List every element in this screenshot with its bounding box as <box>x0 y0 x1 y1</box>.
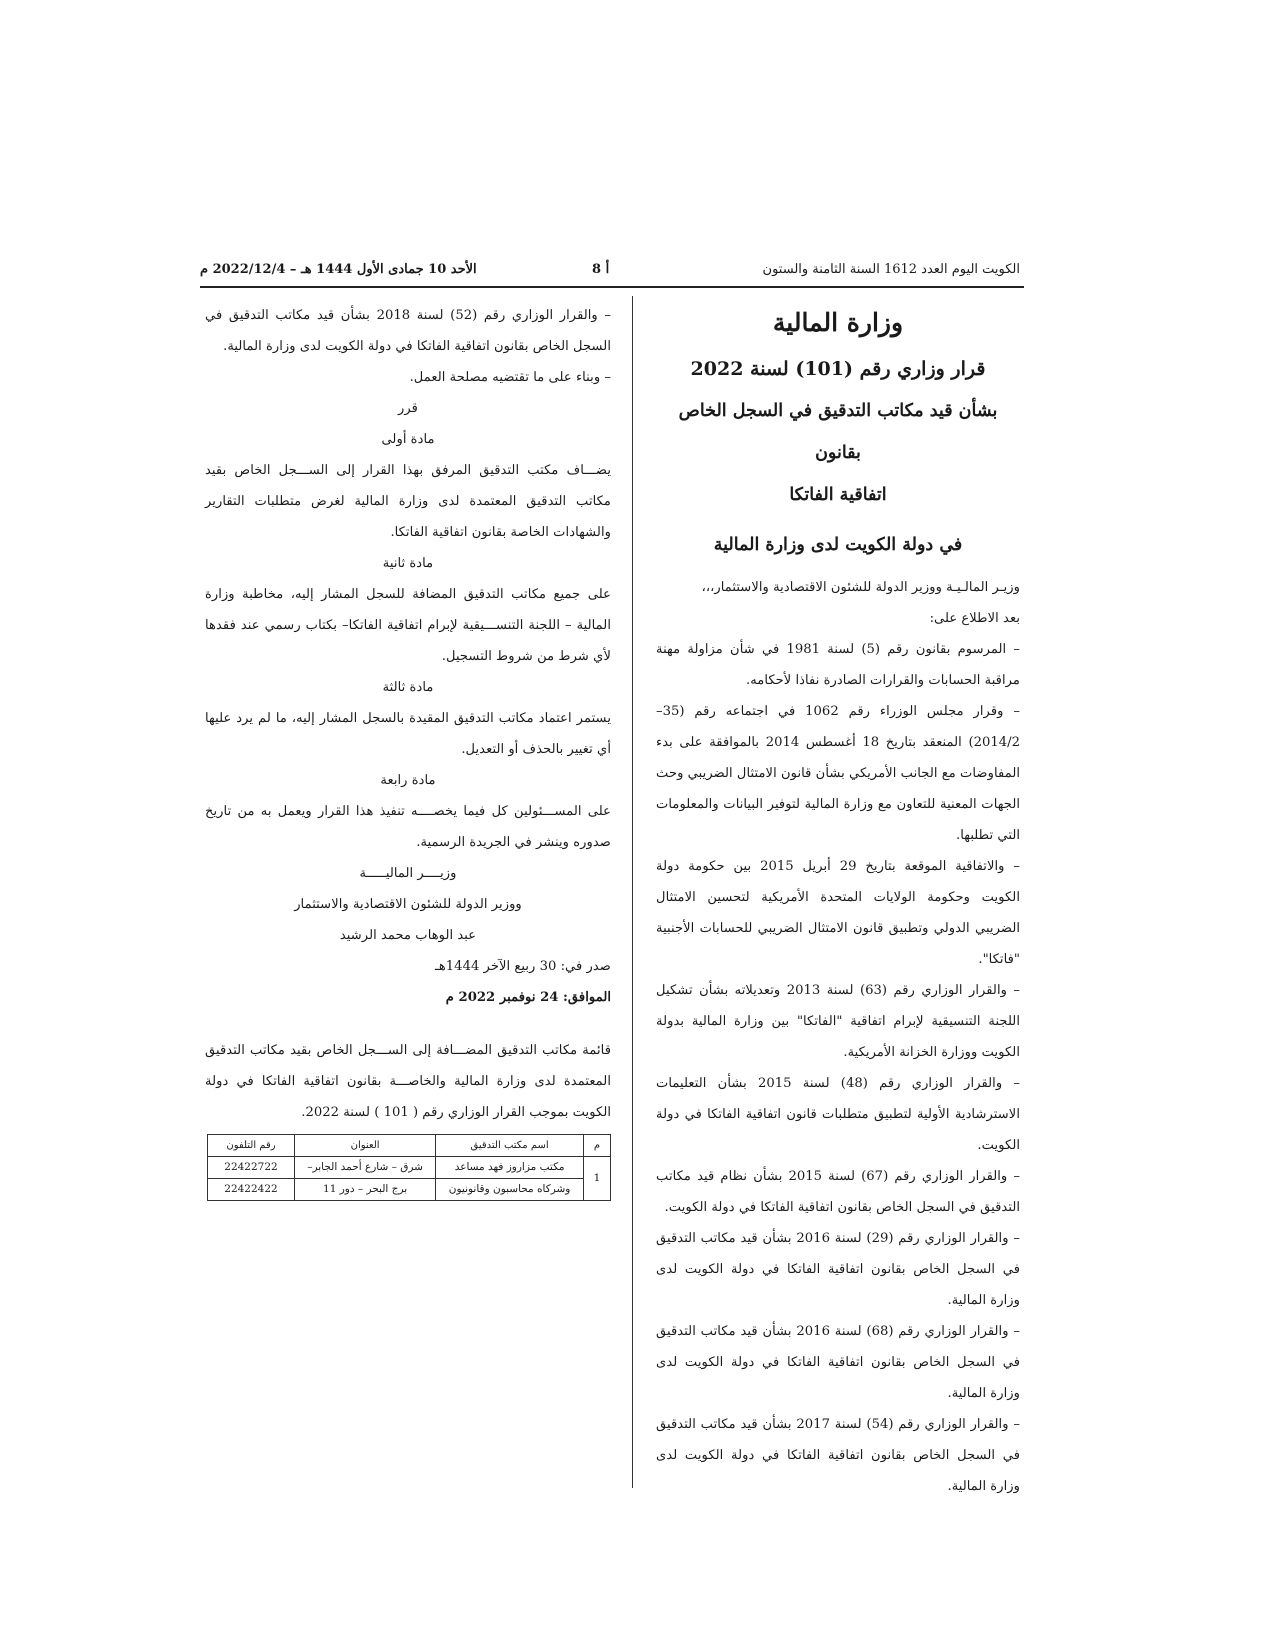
header-rule <box>200 286 1024 288</box>
cell-office: مكتب مزاروز فهد مساعد <box>436 1157 584 1179</box>
recital-paragraph: – وبناء على ما تقتضيه مصلحة العمل. <box>409 370 611 385</box>
table-row <box>208 1157 611 1179</box>
decided-heading: قرر <box>398 401 418 416</box>
cell-address: شرق – شارع أحمد الجابر– <box>295 1157 436 1179</box>
header-issue: الكويت اليوم العدد 1612 السنة الثامنة والستون <box>762 262 1020 277</box>
article-3-text: يستمر اعتماد مكاتب التدقيق المقيدة بالسجل المشار إليه، ما لم يرد عليها أي تغيير بالحذف أو التعديل. <box>205 711 611 757</box>
cell-phone: 22422422 <box>208 1179 295 1201</box>
article-4-text: على المســـئولين كل فيما يخصــــه تنفيذ هذا القرار ويعمل به من تاريخ صدوره وينشر في الجريدة الرسمية. <box>205 804 611 850</box>
article-3-title: مادة ثالثة <box>382 680 434 695</box>
decree-title: قرار وزاري رقم (101) لسنة 2022 <box>690 358 986 380</box>
decree-subject-1: بشأن قيد مكاتب التدقيق في السجل الخاص بقانون <box>678 401 998 463</box>
recital-paragraph: – والقرار الوزاري رقم (29) لسنة 2016 بشأن قيد مكاتب التدقيق في السجل الخاص بقانون اتفاقية الفاتكا في دولة الكويت لدى وزارة المالية. <box>656 1231 1020 1308</box>
page-header <box>200 262 1020 284</box>
issued-date-hijri: صدر في: 30 ربيع الآخر 1444هـ <box>434 959 611 974</box>
article-1-title: مادة أولى <box>381 432 435 447</box>
signatory-title: وزيــــر الماليـــــة <box>359 866 457 881</box>
table-header-row <box>208 1135 611 1157</box>
signatory-title-2: ووزير الدولة للشئون الاقتصادية والاستثمار <box>294 897 522 912</box>
decree-subject-3: في دولة الكويت لدى وزارة المالية <box>713 535 963 555</box>
article-2-text: على جميع مكاتب التدقيق المضافة للسجل المشار إليه، مخاطبة وزارة المالية – اللجنة التنســـيقية لإبرام اتفاقية الفاتكا– بكتاب رسمي عند فقدها لأي شرط من شروط التسجيل. <box>205 587 611 664</box>
recital-paragraph: – المرسوم بقانون رقم (5) لسنة 1981 في شأن مزاولة مهنة مراقبة الحسابات والقرارات الصادرة نفاذا لأحكامه. <box>656 642 1020 688</box>
issued-date-gregorian: الموافق: 24 نوفمبر 2022 م <box>445 990 611 1005</box>
decree-subject-2: اتفاقية الفاتكا <box>789 485 887 505</box>
recital-paragraph: – والقرار الوزاري رقم (54) لسنة 2017 بشأن قيد مكاتب التدقيق في السجل الخاص بقانون اتفاقية الفاتكا في دولة الكويت لدى وزارة المالية. <box>656 1417 1020 1494</box>
signatory-name: عبد الوهاب محمد الرشيد <box>339 928 477 943</box>
left-column <box>205 300 611 1201</box>
ministry-title: وزارة المالية <box>772 308 904 337</box>
recital-paragraph: – والاتفاقية الموقعة بتاريخ 29 أبريل 2015 بين حكومة دولة الكويت وحكومة الولايات المتحدة الأمريكية لتحسين الامتثال الضريبي الدولي وتطبيق قانون الامتثال الضريبي للحسابات الأجنبية "فاتكا". <box>656 859 1021 967</box>
table-row <box>208 1179 611 1201</box>
cell-address: برج البحر – دور 11 <box>295 1179 436 1201</box>
col-header-address: العنوان <box>295 1135 436 1157</box>
recital-paragraph: – والقرار الوزاري رقم (48) لسنة 2015 بشأن التعليمات الاسترشادية الأولية لتطبيق متطلبات قانون اتفاقية الفاتكا في دولة الكويت. <box>656 1076 1020 1153</box>
header-date: الأحد 10 جمادى الأول 1444 هـ – 2022/12/4 م <box>200 262 477 277</box>
column-divider <box>632 296 633 1488</box>
article-2-title: مادة ثانية <box>382 556 434 571</box>
article-4-title: مادة رابعة <box>380 773 436 788</box>
intro-line: وزيـر المالـيـة ووزير الدولة للشئون الاقتصادية والاستثمار،،، <box>701 580 1020 595</box>
recital-paragraph: – والقرار الوزاري رقم (67) لسنة 2015 بشأن نظام قيد مكاتب التدقيق في السجل الخاص بقانون اتفاقية الفاتكا في دولة الكويت. <box>656 1169 1020 1215</box>
col-header-index: م <box>584 1135 611 1157</box>
recital-paragraph: – وقرار مجلس الوزراء رقم 1062 في اجتماعه رقم (35–2014/2) المنعقد بتاريخ 18 أغسطس 2014 بالموافقة على بدء المفاوضات مع الجانب الأمريكي بشأن قانون الامتثال الضريبي وحث الجهات المعنية للتعاون مع وزارة المالية لتوفير البيانات والمعلومات التي تطلبها. <box>656 704 1020 843</box>
article-1-text: يضـــاف مكتب التدقيق المرفق بهذا القرار إلى الســـجل الخاص بقيد مكاتب التدقيق المعتمدة لدى وزارة المالية لغرض متطلبات التقارير والشهادات الخاصة بقانون اتفاقية الفاتكا. <box>205 463 611 540</box>
recital-paragraph: – والقرار الوزاري رقم (52) لسنة 2018 بشأن قيد مكاتب التدقيق في السجل الخاص بقانون اتفاقية الفاتكا في دولة الكويت لدى وزارة المالية. <box>205 308 611 354</box>
cell-index: 1 <box>584 1157 611 1201</box>
col-header-phone: رقم التلفون <box>208 1135 295 1157</box>
audit-offices-table <box>207 1134 611 1201</box>
list-intro: قائمة مكاتب التدقيق المضـــافة إلى الســـجل الخاص بقيد مكاتب التدقيق المعتمدة لدى وزارة المالية والخاصـــة بقانون اتفاقية الفاتكا في دولة الكويت بموجب القرار الوزاري رقم ( 101 ) لسنة 2022. <box>205 1043 611 1120</box>
header-page-number: أ 8 <box>592 262 610 277</box>
recital-paragraph: – والقرار الوزاري رقم (63) لسنة 2013 وتعديلاته بشأن تشكيل اللجنة التنسيقية لإبرام اتفاقية "الفاتكا" بين وزارة المالية بدولة الكويت ووزارة الخزانة الأمريكية. <box>656 983 1021 1060</box>
recital-paragraph: – والقرار الوزاري رقم (68) لسنة 2016 بشأن قيد مكاتب التدقيق في السجل الخاص بقانون اتفاقية الفاتكا في دولة الكويت لدى وزارة المالية. <box>656 1324 1020 1401</box>
after-review-line: بعد الاطلاع على: <box>929 611 1020 626</box>
cell-phone: 22422722 <box>208 1157 295 1179</box>
cell-office: وشركاه محاسبون وقانونيون <box>436 1179 584 1201</box>
right-column <box>656 300 1020 1502</box>
col-header-office: اسم مكتب التدقيق <box>436 1135 584 1157</box>
